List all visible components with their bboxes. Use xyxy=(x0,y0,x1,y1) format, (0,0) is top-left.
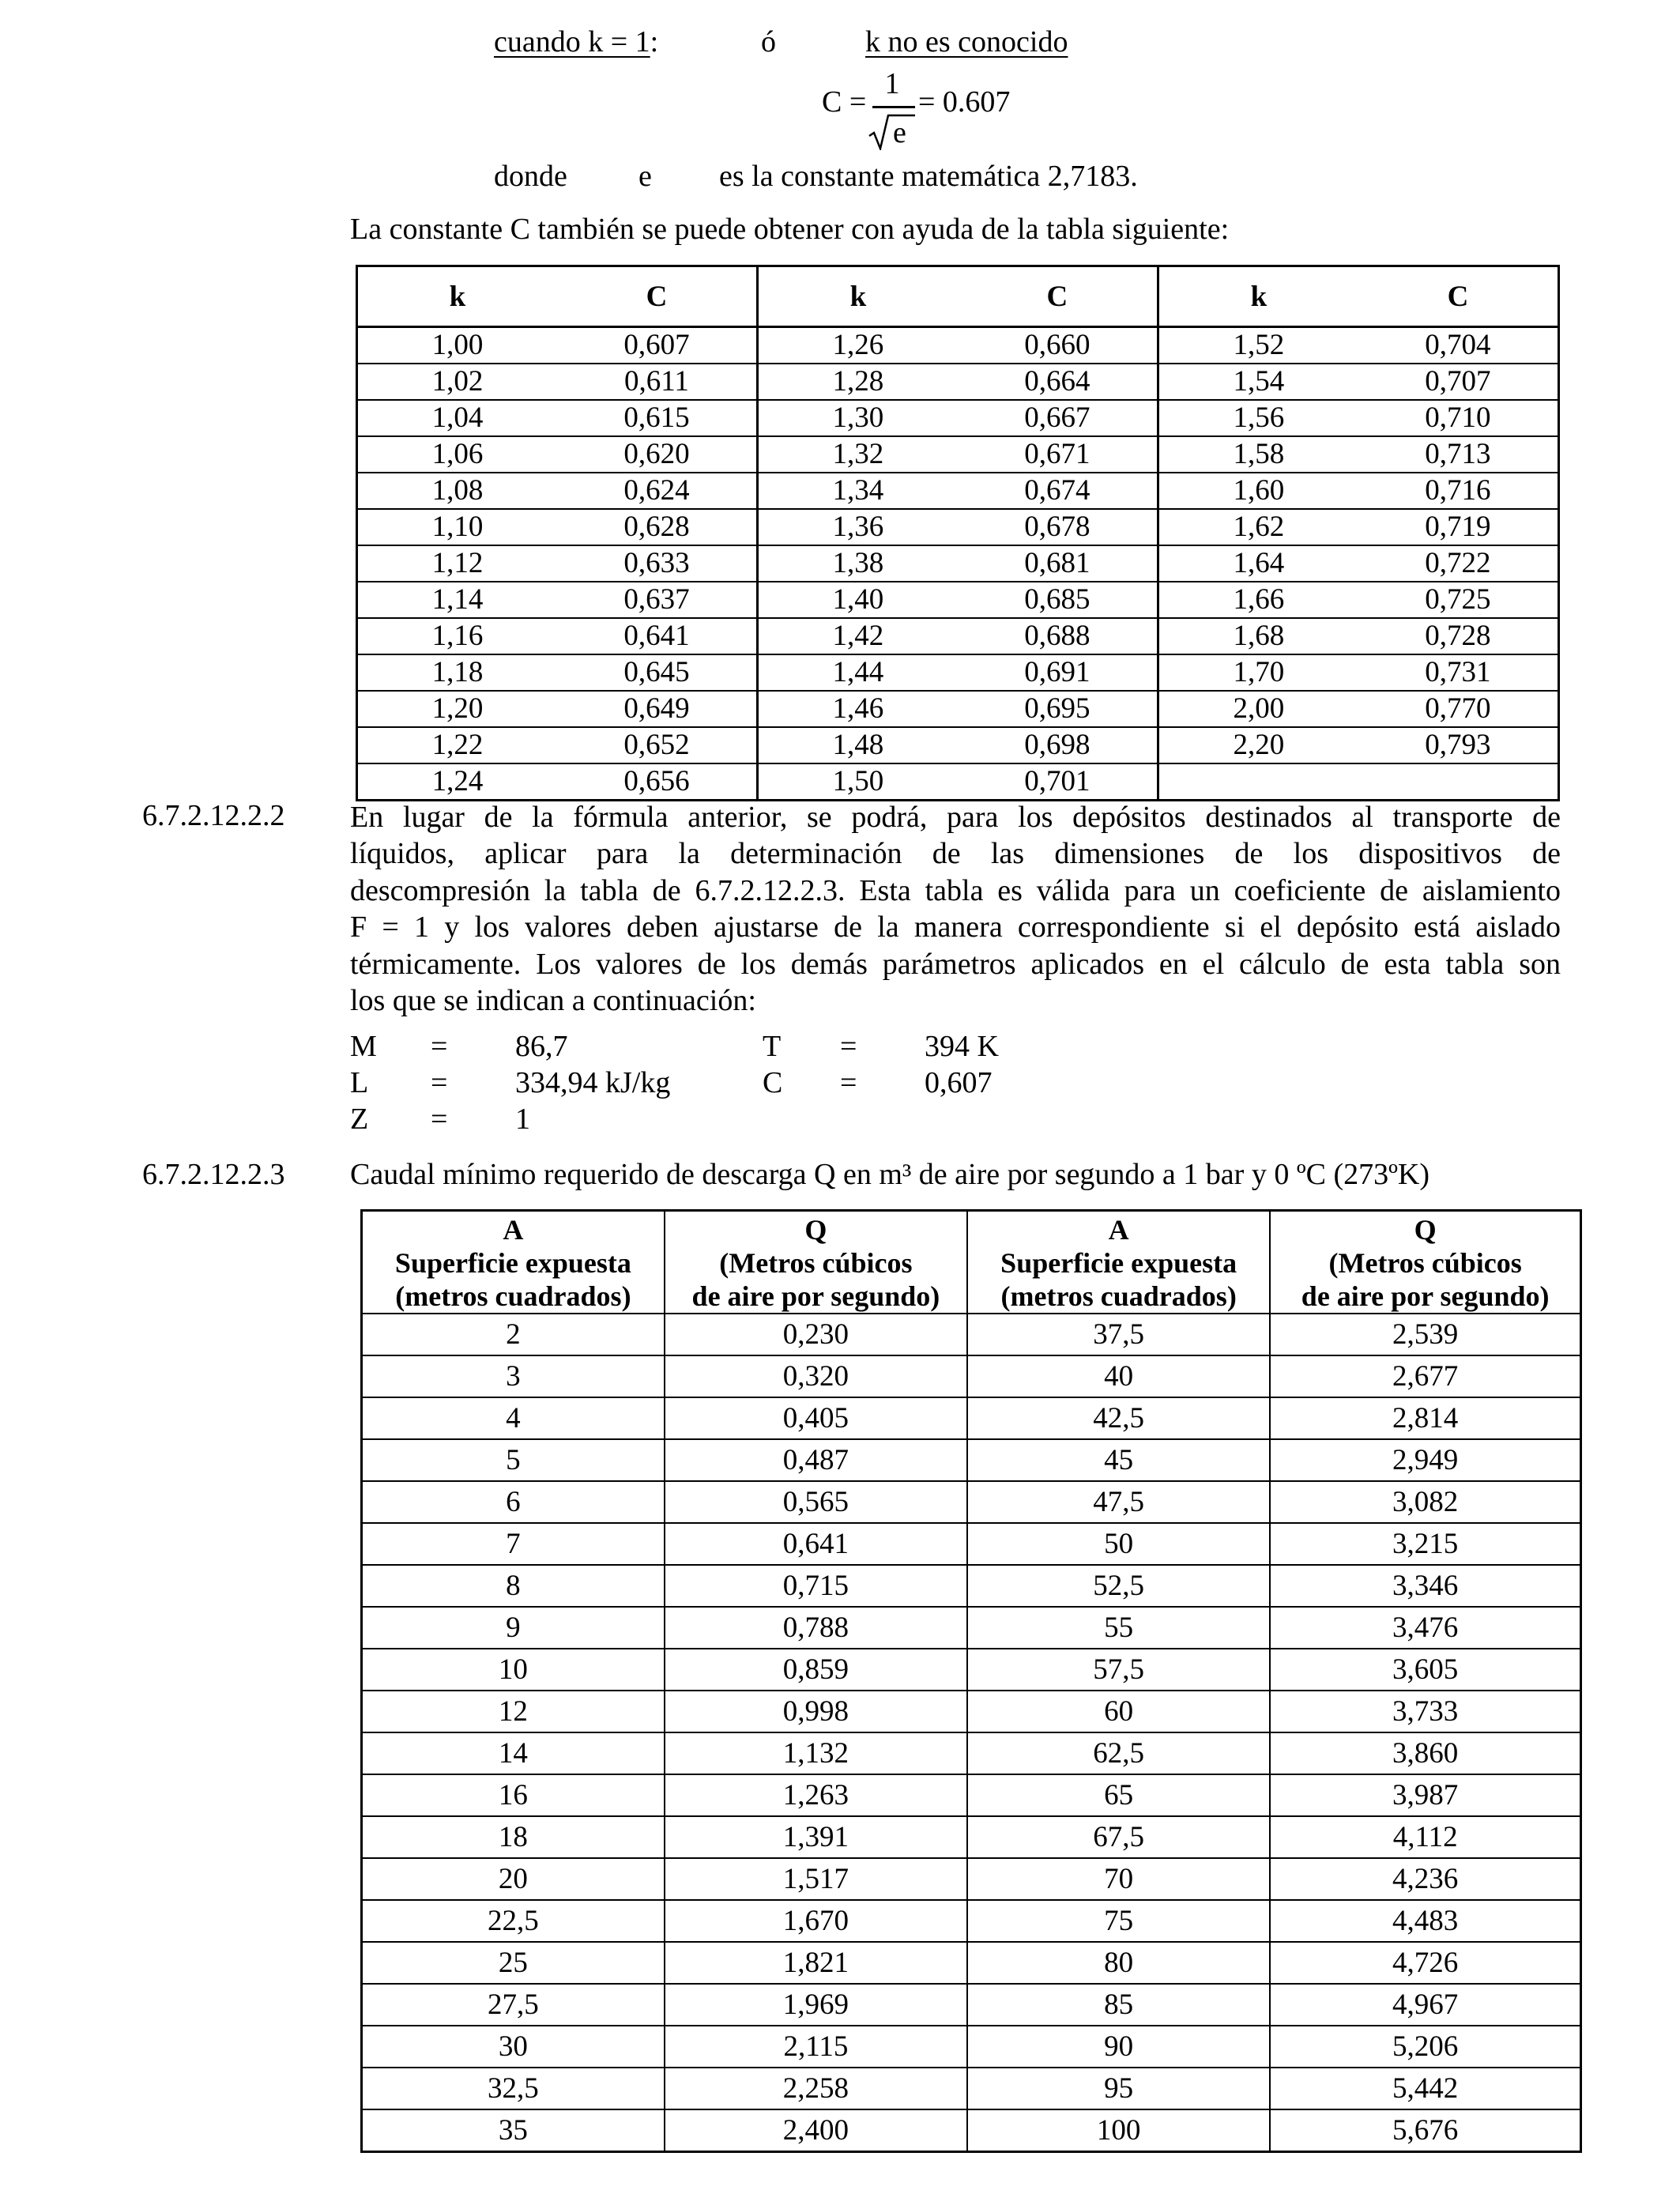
table-row xyxy=(362,1481,1581,1523)
table-cell: 1,16 xyxy=(357,618,557,654)
table-row xyxy=(362,2068,1581,2109)
table-cell: 95 xyxy=(967,2068,1270,2109)
table-cell: 2,20 xyxy=(1158,727,1358,763)
table-cell: 85 xyxy=(967,1984,1270,2026)
param-equals: = xyxy=(431,1066,448,1099)
table-row xyxy=(357,509,1559,545)
table-cell: 25 xyxy=(362,1942,665,1984)
table-cell: 0,722 xyxy=(1358,545,1559,582)
table-cell: 9 xyxy=(362,1607,665,1649)
table-cell: 1,12 xyxy=(357,545,557,582)
table-cell: 3,346 xyxy=(1270,1565,1580,1607)
column-header: k xyxy=(1158,266,1358,327)
table-cell: 0,664 xyxy=(958,364,1158,400)
table-cell: 0,725 xyxy=(1358,582,1559,618)
table-row xyxy=(362,1397,1581,1439)
table-cell: 1,30 xyxy=(757,400,957,436)
table-row xyxy=(362,2026,1581,2068)
table-cell: 5,676 xyxy=(1270,2109,1580,2152)
table-cell: 1,10 xyxy=(357,509,557,545)
table-cell: 3,476 xyxy=(1270,1607,1580,1649)
table-cell: 0,320 xyxy=(665,1355,967,1397)
column-header: C xyxy=(557,266,758,327)
table-caption: Caudal mínimo requerido de descarga Q en m³ de aire por segundo a 1 bar y 0 ºC (273ºK) xyxy=(350,1158,1430,1191)
paragraph-line: F = 1 y los valores deben ajustarse de la manera correspondiente si el depósito está aislado xyxy=(350,910,1561,944)
table-cell: 0,620 xyxy=(557,436,758,473)
table-row xyxy=(357,763,1559,801)
param-value: 334,94 kJ/kg xyxy=(515,1066,671,1099)
table-cell: 0,859 xyxy=(665,1649,967,1691)
table-cell: 1,34 xyxy=(757,473,957,509)
table-row xyxy=(362,1691,1581,1732)
formula-case-k1: cuando k = 1: xyxy=(494,25,659,58)
square-root-icon xyxy=(868,114,915,150)
table-cell: 1,24 xyxy=(431,765,484,797)
table-row xyxy=(357,436,1559,473)
param-value: 0,607 xyxy=(925,1066,993,1099)
table-cell: 5 xyxy=(362,1439,665,1481)
table-cell: 65 xyxy=(967,1774,1270,1816)
table-cell: 3,733 xyxy=(1270,1691,1580,1732)
table-cell: 0,641 xyxy=(557,618,758,654)
where-text: es la constante matemática 2,7183. xyxy=(719,160,1138,193)
table-cell: 45 xyxy=(967,1439,1270,1481)
table-cell: 5,206 xyxy=(1270,2026,1580,2068)
table-cell: 0,230 xyxy=(665,1314,967,1355)
table-row xyxy=(357,582,1559,618)
table-cell: 4,967 xyxy=(1270,1984,1580,2026)
table-cell: 2,400 xyxy=(665,2109,967,2152)
paragraph-line: líquidos, aplicar para la determinación de las dimensiones de los dispositivos de xyxy=(350,837,1561,871)
table-cell: 1,263 xyxy=(665,1774,967,1816)
table-cell: 1,44 xyxy=(757,654,957,691)
table-row xyxy=(362,1942,1581,1984)
table-cell: 0,649 xyxy=(557,691,758,727)
table-row xyxy=(362,1523,1581,1565)
table-cell: 1,52 xyxy=(1158,327,1358,364)
table-row xyxy=(362,1439,1581,1481)
column-header: A Superficie expuesta (metros cuadrados) xyxy=(967,1211,1270,1314)
table-cell: 0,685 xyxy=(958,582,1158,618)
table-cell: 3 xyxy=(362,1355,665,1397)
column-header: C xyxy=(958,266,1158,327)
table-cell: 4,726 xyxy=(1270,1942,1580,1984)
formula-case-k-unknown: k no es conocido xyxy=(865,25,1068,58)
table-cell: 4 xyxy=(362,1397,665,1439)
table-cell: 4,112 xyxy=(1270,1816,1580,1858)
table-cell: 3,860 xyxy=(1270,1732,1580,1774)
table-cell: 52,5 xyxy=(967,1565,1270,1607)
table-cell: 2,814 xyxy=(1270,1397,1580,1439)
table-cell: 7 xyxy=(362,1523,665,1565)
table-cell: 60 xyxy=(967,1691,1270,1732)
table-header-row xyxy=(362,1211,1581,1314)
table-cell: 16 xyxy=(362,1774,665,1816)
table-cell: 0,656 xyxy=(623,765,690,797)
table-cell: 1,60 xyxy=(1158,473,1358,509)
table-cell: 55 xyxy=(967,1607,1270,1649)
table-cell: 0,788 xyxy=(665,1607,967,1649)
table-cell: 1,26 xyxy=(757,327,957,364)
table-cell: 0,707 xyxy=(1358,364,1559,400)
table-cell: 1,32 xyxy=(757,436,957,473)
table-cell: 0,770 xyxy=(1358,691,1559,727)
table-cell: 0,637 xyxy=(557,582,758,618)
table-cell: 0,565 xyxy=(665,1481,967,1523)
table-cell: 0,681 xyxy=(958,545,1158,582)
table-cell: 18 xyxy=(362,1816,665,1858)
table-cell: 80 xyxy=(967,1942,1270,1984)
table-cell: 0,671 xyxy=(958,436,1158,473)
formula-lhs: C = xyxy=(822,85,867,119)
table-cell: 27,5 xyxy=(362,1984,665,2026)
column-header: Q (Metros cúbicos de aire por segundo) xyxy=(665,1211,967,1314)
table-cell: 0,793 xyxy=(1358,727,1559,763)
where-var: e xyxy=(638,160,652,193)
table-cell: 5,442 xyxy=(1270,2068,1580,2109)
table-cell: 4,236 xyxy=(1270,1858,1580,1900)
table-row xyxy=(362,1858,1581,1900)
table-cell: 3,987 xyxy=(1270,1774,1580,1816)
table-cell: 0,701 xyxy=(1024,765,1090,797)
table-cell: 1,40 xyxy=(757,582,957,618)
table-cell: 1,48 xyxy=(757,727,957,763)
table-cell: 1,70 xyxy=(1158,654,1358,691)
table-cell: 0,715 xyxy=(665,1565,967,1607)
table-row xyxy=(362,1314,1581,1355)
table-cell: 1,64 xyxy=(1158,545,1358,582)
table-cell: 0,660 xyxy=(958,327,1158,364)
section-number: 6.7.2.12.2.2 xyxy=(142,799,285,832)
table-cell: 2,949 xyxy=(1270,1439,1580,1481)
table-row xyxy=(357,618,1559,654)
table-cell: 0,405 xyxy=(665,1397,967,1439)
table-cell: 1,56 xyxy=(1158,400,1358,436)
table-row xyxy=(362,2109,1581,2152)
table-cell: 1,66 xyxy=(1158,582,1358,618)
param-equals: = xyxy=(840,1066,857,1099)
table-cell: 0,710 xyxy=(1358,400,1559,436)
column-header: k xyxy=(357,266,557,327)
table-cell: 70 xyxy=(967,1858,1270,1900)
table-cell: 67,5 xyxy=(967,1816,1270,1858)
table-cell: 1,132 xyxy=(665,1732,967,1774)
paragraph-line: los que se indican a continuación: xyxy=(350,984,756,1018)
table-cell: 30 xyxy=(362,2026,665,2068)
table-cell: 3,605 xyxy=(1270,1649,1580,1691)
table-cell: 0,633 xyxy=(557,545,758,582)
table-cell xyxy=(1358,763,1559,801)
column-header: A Superficie expuesta (metros cuadrados) xyxy=(362,1211,665,1314)
table-cell: 35 xyxy=(362,2109,665,2152)
formula-fraction: 1 e xyxy=(868,66,917,152)
k-c-table-body xyxy=(357,327,1559,801)
table-cell: 2,00 xyxy=(1158,691,1358,727)
table-cell: 8 xyxy=(362,1565,665,1607)
table-cell: 57,5 xyxy=(967,1649,1270,1691)
table-cell: 3,215 xyxy=(1270,1523,1580,1565)
table-cell: 0,691 xyxy=(958,654,1158,691)
table-row xyxy=(362,1816,1581,1858)
table-cell: 0,678 xyxy=(958,509,1158,545)
table-cell: 1,22 xyxy=(357,727,557,763)
param-equals: = xyxy=(840,1030,857,1063)
table-cell: 0,688 xyxy=(958,618,1158,654)
table-cell: 22,5 xyxy=(362,1900,665,1942)
table-cell: 0,641 xyxy=(665,1523,967,1565)
table-cell: 1,46 xyxy=(757,691,957,727)
param-value: 394 K xyxy=(925,1030,999,1063)
param-equals: = xyxy=(431,1103,448,1136)
table-cell: 0,698 xyxy=(958,727,1158,763)
table-row xyxy=(357,364,1559,400)
table-cell: 1,00 xyxy=(357,327,557,364)
table-cell: 0,667 xyxy=(958,400,1158,436)
table-cell: 1,670 xyxy=(665,1900,967,1942)
table-row xyxy=(357,654,1559,691)
table-cell: 0,716 xyxy=(1358,473,1559,509)
param-symbol: C xyxy=(763,1066,783,1099)
section-number: 6.7.2.12.2.3 xyxy=(142,1158,285,1191)
table-row xyxy=(362,1900,1581,1942)
table-cell: 1,06 xyxy=(357,436,557,473)
paragraph-line: térmicamente. Los valores de los demás parámetros aplicados en el cálculo de esta tabla son xyxy=(350,947,1561,981)
column-header: C xyxy=(1358,266,1559,327)
table-cell: 37,5 xyxy=(967,1314,1270,1355)
table-cell: 1,54 xyxy=(1158,364,1358,400)
table-cell: 0,615 xyxy=(557,400,758,436)
table-cell: 6 xyxy=(362,1481,665,1523)
table-cell: 1,969 xyxy=(665,1984,967,2026)
table-cell xyxy=(1158,763,1358,801)
fraction-bar xyxy=(872,106,915,108)
table-cell: 0,728 xyxy=(1358,618,1559,654)
table-cell: 47,5 xyxy=(967,1481,1270,1523)
table-cell: 62,5 xyxy=(967,1732,1270,1774)
table-cell: 1,821 xyxy=(665,1942,967,1984)
table-cell: 42,5 xyxy=(967,1397,1270,1439)
table-cell: 0,607 xyxy=(557,327,758,364)
a-q-table-body xyxy=(362,1314,1581,2152)
table-cell: 0,628 xyxy=(557,509,758,545)
table-cell: 100 xyxy=(967,2109,1270,2152)
table-cell: 2,115 xyxy=(665,2026,967,2068)
table-cell: 1,50 xyxy=(757,763,957,801)
table-cell: 0,713 xyxy=(1358,436,1559,473)
table-cell: 0,695 xyxy=(958,691,1158,727)
table-cell: 0,624 xyxy=(557,473,758,509)
section-paragraph xyxy=(350,799,1561,1019)
table-cell: 90 xyxy=(967,2026,1270,2068)
table-row xyxy=(357,545,1559,582)
table-cell: 1,20 xyxy=(357,691,557,727)
table-cell: 0,674 xyxy=(958,473,1158,509)
table-cell: 0,719 xyxy=(1358,509,1559,545)
table-cell: 1,62 xyxy=(1158,509,1358,545)
table-row xyxy=(357,473,1559,509)
formula-or: ó xyxy=(761,25,776,58)
param-symbol: T xyxy=(763,1030,782,1063)
table-row xyxy=(357,691,1559,727)
table-cell: 1,38 xyxy=(757,545,957,582)
table-cell: 20 xyxy=(362,1858,665,1900)
table-cell: 0,611 xyxy=(557,364,758,400)
table-cell: 2 xyxy=(362,1314,665,1355)
table-cell: 2,677 xyxy=(1270,1355,1580,1397)
param-symbol: Z xyxy=(350,1103,369,1136)
table-cell: 1,42 xyxy=(757,618,957,654)
table-cell: 14 xyxy=(362,1732,665,1774)
table-cell: 32,5 xyxy=(362,2068,665,2109)
table-cell: 40 xyxy=(967,1355,1270,1397)
table-row xyxy=(362,1732,1581,1774)
param-value: 1 xyxy=(515,1103,530,1136)
table-cell: 1,68 xyxy=(1158,618,1358,654)
table-cell: 2,539 xyxy=(1270,1314,1580,1355)
table-cell: 75 xyxy=(967,1900,1270,1942)
table-cell: 3,082 xyxy=(1270,1481,1580,1523)
table-cell: 50 xyxy=(967,1523,1270,1565)
table-row xyxy=(357,400,1559,436)
table-cell: 1,36 xyxy=(757,509,957,545)
table-row xyxy=(357,727,1559,763)
param-value: 86,7 xyxy=(515,1030,568,1063)
table-cell: 1,28 xyxy=(757,364,957,400)
table-cell: 0,645 xyxy=(557,654,758,691)
table-cell: 0,998 xyxy=(665,1691,967,1732)
table-row xyxy=(362,1649,1581,1691)
table-cell: 0,704 xyxy=(1358,327,1559,364)
table-cell: 0,731 xyxy=(1358,654,1559,691)
table-row xyxy=(362,1607,1581,1649)
table-intro-text: La constante C también se puede obtener con ayuda de la tabla siguiente: xyxy=(350,213,1230,246)
where-label: donde xyxy=(494,160,567,193)
table-cell: 0,487 xyxy=(665,1439,967,1481)
column-header: Q (Metros cúbicos de aire por segundo) xyxy=(1270,1211,1580,1314)
table-cell: 10 xyxy=(362,1649,665,1691)
table-row xyxy=(357,327,1559,364)
formula-numerator: 1 xyxy=(884,67,900,100)
table-row xyxy=(362,1984,1581,2026)
param-symbol: M xyxy=(350,1030,377,1063)
param-symbol: L xyxy=(350,1066,369,1099)
table-row xyxy=(362,1355,1581,1397)
table-cell: 1,08 xyxy=(357,473,557,509)
a-q-table xyxy=(360,1209,1582,2153)
table-cell: 1,517 xyxy=(665,1858,967,1900)
k-c-table xyxy=(356,265,1560,801)
table-row xyxy=(362,1565,1581,1607)
table-cell: 2,258 xyxy=(665,2068,967,2109)
table-cell: 1,14 xyxy=(357,582,557,618)
table-cell: 12 xyxy=(362,1691,665,1732)
column-header: k xyxy=(757,266,957,327)
param-equals: = xyxy=(431,1030,448,1063)
table-cell: 4,483 xyxy=(1270,1900,1580,1942)
paragraph-line: descompresión la tabla de 6.7.2.12.2.3. Esta tabla es válida para un coeficiente de aislamiento xyxy=(350,873,1561,907)
formula-rhs: = 0.607 xyxy=(918,85,1011,119)
table-cell: 1,02 xyxy=(357,364,557,400)
table-row xyxy=(362,1774,1581,1816)
paragraph-line: En lugar de la fórmula anterior, se podrá, para los depósitos destinados al transporte de xyxy=(350,801,1561,834)
table-cell: 1,58 xyxy=(1158,436,1358,473)
table-cell: 1,18 xyxy=(357,654,557,691)
table-cell: 1,04 xyxy=(357,400,557,436)
table-header-row xyxy=(357,266,1559,327)
table-cell: 0,652 xyxy=(557,727,758,763)
table-cell: 1,391 xyxy=(665,1816,967,1858)
